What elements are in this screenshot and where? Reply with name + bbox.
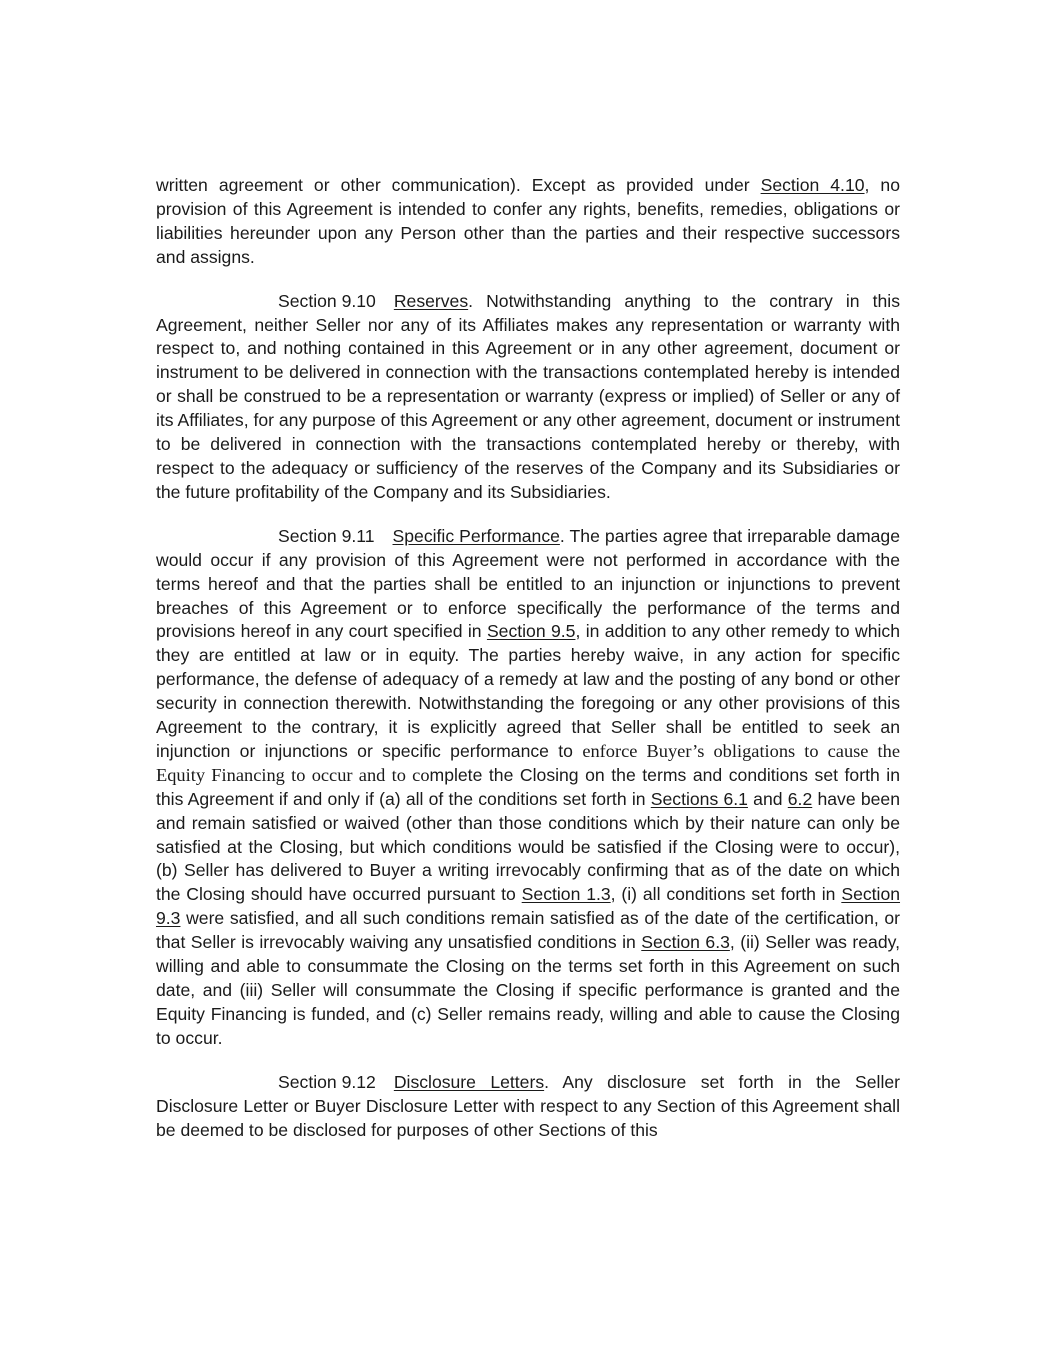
section-9-11-text-6: , (i) all conditions set forth in [610, 884, 842, 905]
section-9-12-paragraph [156, 1071, 900, 1143]
section-9-11-heading: Specific Performance [392, 525, 560, 546]
intro-paragraph [156, 174, 900, 270]
section-9-11-text-5: have been and remain satisfied or waived (other than those conditions which by their nature can only be satisfied at the Closing, but which conditions would be satisfied if the Closing were to occur), (b) Seller has delivered to Buyer a writing irrevocably confirming that as of the date on which the Closing should have occurred pursuant to [156, 788, 900, 905]
section-9-10-paragraph [156, 290, 900, 505]
ref-section-6-3: Section 6.3 [641, 932, 730, 953]
section-9-10-number: Section 9.10 [278, 290, 376, 311]
section-9-10-text: . Notwithstanding anything to the contrary in this Agreement, neither Seller nor any of its Affiliates makes any representation or warranty with respect to, and nothing contained in this Agreement or in any other agreement, document or instrument to be delivered in connection with the transactions contemplated hereby is intended or shall be construed to be a representation or warranty (express or implied) of Seller or any of its Affiliates, for any purpose of this Agreement or any other agreement, document or instrument to be delivered in connection with the transactions contemplated hereby or thereby, with respect to the adequacy or sufficiency of the reserves of the Company and its Subsidiaries or the future profitability of the Company and its Subsidiaries. [156, 290, 900, 502]
section-9-11-text-2: , in addition to any other remedy to which they are entitled at law or in equity. The parties hereby waive, in any action for specific performance, the defense of adequacy of a remedy at law and the posting of any bond or other security in connection therewith. Notwithstanding the foregoing or any other provisions of this Agreement to the contrary, it is explicitly agreed that Seller shall be entitled to seek an injunction or injunctions or specific performance to [156, 621, 901, 761]
section-9-11-text-7: were satisfied, and all such conditions remain satisfied as of the date of the certification, or that Seller is irrevocably waiving any unsatisfied conditions in [156, 908, 900, 953]
section-9-11-text-8: , (ii) Seller was ready, willing and able to consummate the Closing on the terms set forth in this Agreement on such date, and (iii) Seller will consummate the Closing if specific performance is granted and the Equity Financing is funded, and (c) Seller remains ready, willing and able to cause the Closing to occur. [156, 932, 900, 1048]
section-9-11-number: Section 9.11 [278, 525, 375, 546]
intro-text-1: written agreement or other communication). Except as provided under [156, 175, 761, 195]
ref-sections-6-1: Sections 6.1 [650, 788, 748, 809]
section-9-12-text: . Any disclosure set forth in the Seller Disclosure Letter or Buyer Disclosure Letter with respect to any Section of this Agreement shall be deemed to be disclosed for purposes of other Sections of this [156, 1071, 900, 1140]
ref-section-9-3: Section 9.3 [156, 884, 901, 929]
document-page [156, 174, 900, 1162]
ref-section-4-10: Section 4.10 [760, 175, 865, 195]
section-9-12-heading: Disclosure Letters [393, 1071, 545, 1092]
ref-section-6-2: 6.2 [787, 788, 813, 809]
section-9-11-paragraph [156, 525, 900, 1051]
section-9-11-text-1: . The parties agree that irreparable damage would occur if any provision of this Agreement were not performed in accordance with the terms hereof and that the parties shall be entitled to an injunction or injunctions to prevent breaches of this Agreement or to enforce specifically the performance of the terms and provisions hereof in any court specified in [156, 525, 900, 642]
section-9-10-heading: Reserves [393, 290, 469, 311]
section-9-11-serif-text: enforce Buyer’s obligations to cause the Equity Financing to occur and to co [156, 740, 901, 785]
intro-text-2: , no provision of this Agreement is intended to confer any rights, benefits, remedies, obligations or liabilities hereunder upon any Person other than the parties and their respective successors and assigns. [156, 175, 900, 267]
section-9-11-text-3: mplete the Closing on the terms and conditions set forth in this Agreement if and only if (a) all of the conditions set forth in [156, 764, 900, 809]
section-9-11-text-4: and [747, 788, 788, 809]
ref-section-1-3: Section 1.3 [521, 884, 611, 905]
ref-section-9-5: Section 9.5 [486, 621, 576, 642]
section-9-12-number: Section 9.12 [278, 1071, 376, 1092]
